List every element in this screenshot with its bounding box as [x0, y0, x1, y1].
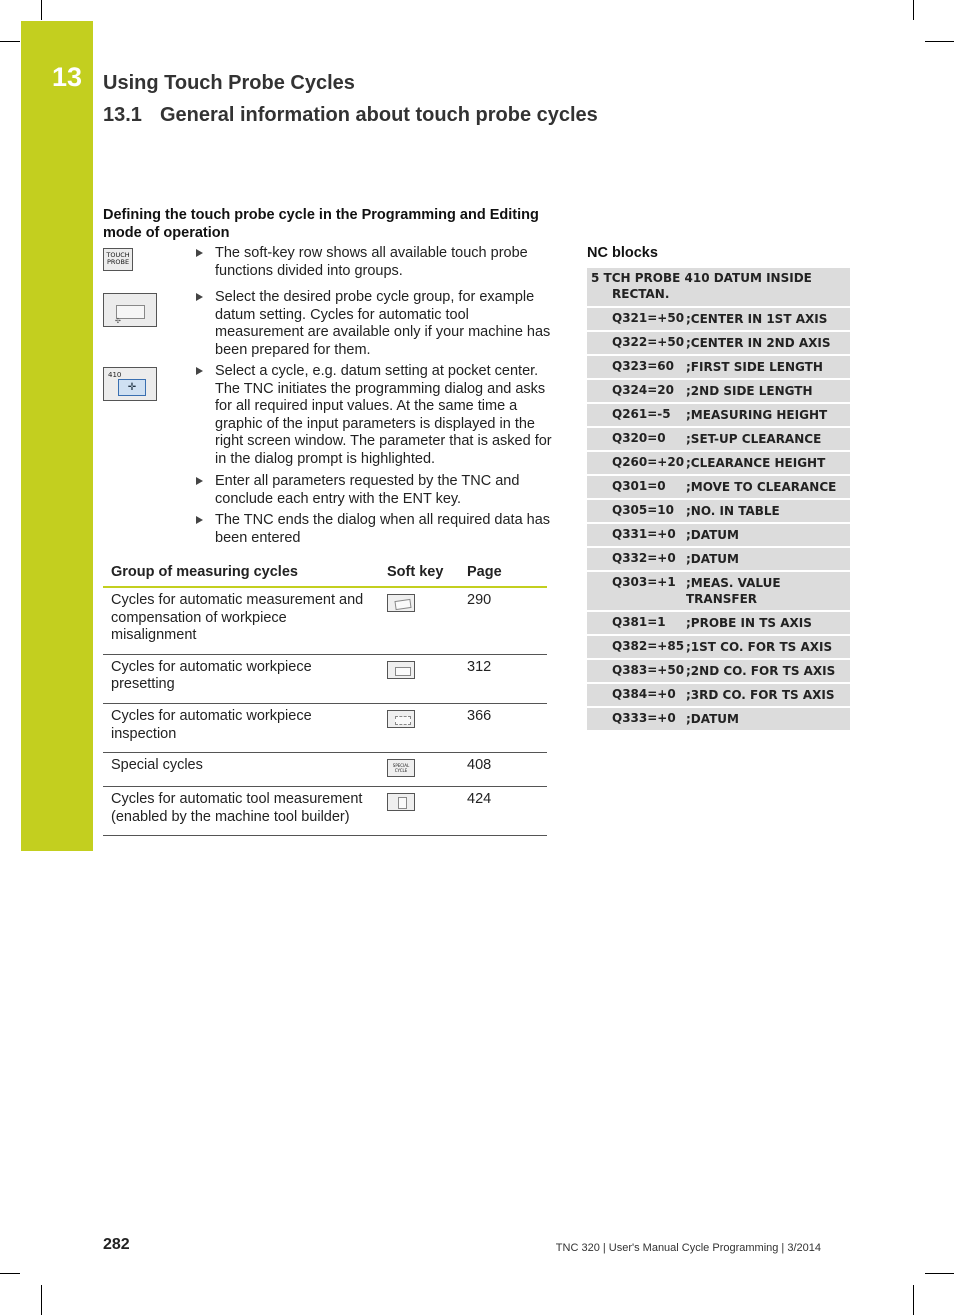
nc-parameter-code: Q322=+50 — [612, 335, 685, 349]
instruction-text: The soft-key row shows all available touch probe functions divided into groups. — [215, 245, 528, 279]
nc-parameter-code: Q303=+1 — [612, 575, 676, 589]
nc-parameter-comment: ;1ST CO. FOR TS AXIS — [686, 640, 833, 654]
nc-block-row — [587, 660, 850, 682]
nc-block-row — [587, 636, 850, 658]
nc-block-first-line — [587, 268, 850, 306]
table-row — [103, 654, 547, 703]
nc-parameter-code: Q321=+50 — [612, 311, 685, 325]
chapter-title: Using Touch Probe Cycles — [103, 72, 355, 94]
nc-line-text: 5 TCH PROBE 410 DATUM INSIDE — [591, 271, 812, 285]
cycle-410-softkey[interactable] — [103, 367, 157, 401]
group-name: Special cycles — [103, 753, 379, 787]
nc-line-text: RECTAN. — [612, 287, 670, 301]
column-header-page: Page — [459, 560, 547, 587]
subheading: Defining the touch probe cycle in the Programming and Editing mode of operation — [103, 207, 539, 241]
nc-block-row — [587, 452, 850, 474]
page-number: 282 — [103, 1236, 130, 1253]
page-ref: 290 — [459, 587, 547, 654]
probe-point-icon: ✣ — [115, 318, 121, 325]
nc-parameter-code: Q383=+50 — [612, 663, 685, 677]
instruction-bullet — [196, 289, 552, 359]
nc-parameter-comment: ;NO. IN TABLE — [686, 504, 780, 518]
nc-block-row — [587, 308, 850, 330]
chapter-number: 13 — [52, 62, 83, 92]
nc-parameter-comment: ;FIRST SIDE LENGTH — [686, 360, 823, 374]
touch-probe-softkey[interactable] — [103, 248, 133, 271]
crop-mark — [41, 1285, 42, 1315]
nc-block-row — [587, 708, 850, 730]
nc-parameter-comment: ;MEAS. VALUE TRANSFER — [686, 576, 781, 606]
table-row — [103, 703, 547, 752]
section-title-text: General information about touch probe cycles — [159, 104, 598, 126]
group-name: Cycles for automatic workpiece inspection — [103, 703, 379, 752]
nc-block-row — [587, 428, 850, 450]
crop-mark — [925, 1273, 954, 1274]
nc-parameter-comment: ;DATUM — [686, 528, 739, 542]
tool-measurement-softkey-icon[interactable] — [387, 793, 415, 811]
nc-block-row — [587, 476, 850, 498]
table-row — [103, 753, 547, 787]
nc-parameter-code: Q331=+0 — [612, 527, 676, 541]
nc-parameter-comment: ;CENTER IN 2ND AXIS — [686, 336, 831, 350]
inspection-softkey-icon[interactable] — [387, 710, 415, 728]
crop-mark — [925, 41, 954, 42]
instruction-bullet — [196, 512, 552, 547]
softkey-label: CYCLE — [394, 768, 408, 774]
nc-parameter-code: Q305=10 — [612, 503, 675, 517]
instruction-text: The TNC ends the dialog when all required data has been entered — [215, 512, 551, 546]
instruction-text: Select a cycle, e.g. datum setting at pocket center. The TNC initiates the programming dialog and asks for all required input values. At the same time a graphic of the input parameters is displayed in the right screen window. The parameter that is asked for in the dialog prompt is highlighted. — [215, 363, 552, 467]
softkey-label: PROBE — [106, 258, 130, 266]
instruction-bullet — [196, 363, 552, 469]
nc-parameter-comment: ;PROBE IN TS AXIS — [686, 616, 812, 630]
nc-parameter-comment: ;2ND SIDE LENGTH — [686, 384, 813, 398]
crop-mark — [0, 41, 20, 42]
instruction-text: Enter all parameters requested by the TNC and conclude each entry with the ENT key. — [215, 473, 520, 507]
bullet-arrow-icon — [196, 293, 203, 301]
nc-block-row — [587, 332, 850, 354]
misalignment-softkey-icon[interactable] — [387, 594, 415, 612]
nc-block-row — [587, 572, 850, 610]
pocket-center-icon: ✛ — [118, 379, 146, 396]
column-header-group: Group of measuring cycles — [103, 560, 379, 587]
table-row — [103, 787, 547, 836]
nc-parameter-comment: ;MOVE TO CLEARANCE — [686, 480, 837, 494]
nc-parameter-code: Q384=+0 — [612, 687, 676, 701]
datum-setting-group-softkey[interactable] — [103, 293, 157, 327]
measuring-cycle-groups-table — [103, 560, 547, 836]
nc-parameter-comment: ;2ND CO. FOR TS AXIS — [686, 664, 836, 678]
instruction-text: Select the desired probe cycle group, for example datum setting. Cycles for automatic tool measurement are available only if your machine has been prepared for them. — [215, 289, 551, 358]
nc-block-row — [587, 548, 850, 570]
nc-parameter-code: Q382=+85 — [612, 639, 685, 653]
section-number: 13.1 — [103, 104, 142, 126]
nc-parameter-code: Q260=+20 — [612, 455, 685, 469]
nc-parameter-code: Q324=20 — [612, 383, 675, 397]
nc-blocks-listing — [587, 268, 850, 732]
nc-parameter-code: Q261=-5 — [612, 407, 671, 421]
nc-parameter-code: Q381=1 — [612, 615, 666, 629]
group-name: Cycles for automatic measurement and compensation of workpiece misalignment — [103, 587, 379, 654]
nc-parameter-comment: ;CLEARANCE HEIGHT — [686, 456, 826, 470]
group-name: Cycles for automatic tool measurement (enabled by the machine tool builder) — [103, 787, 379, 836]
page-ref: 424 — [459, 787, 547, 836]
nc-parameter-comment: ;CENTER IN 1ST AXIS — [686, 312, 828, 326]
nc-block-row — [587, 356, 850, 378]
footer-text: TNC 320 | User's Manual Cycle Programming | 3/2014 — [555, 1242, 821, 1254]
nc-parameter-code: Q323=60 — [612, 359, 675, 373]
instruction-bullet — [196, 245, 552, 280]
softkey-label: 410 — [108, 371, 122, 379]
softkey-label: SPECIAL — [392, 763, 410, 769]
nc-parameter-code: Q333=+0 — [612, 711, 676, 725]
nc-block-row — [587, 612, 850, 634]
column-header-softkey: Soft key — [379, 560, 459, 587]
crop-mark — [913, 0, 914, 20]
group-name: Cycles for automatic workpiece presetting — [103, 654, 379, 703]
nc-blocks-heading: NC blocks — [587, 245, 658, 261]
presetting-softkey-icon[interactable] — [387, 661, 415, 679]
nc-parameter-comment: ;3RD CO. FOR TS AXIS — [686, 688, 835, 702]
instruction-bullet — [196, 473, 552, 508]
nc-parameter-comment: ;MEASURING HEIGHT — [686, 408, 828, 422]
page-ref: 312 — [459, 654, 547, 703]
nc-parameter-code: Q320=0 — [612, 431, 666, 445]
nc-block-row — [587, 684, 850, 706]
softkey-label: TOUCH — [106, 251, 130, 259]
special-cycle-softkey-icon[interactable] — [387, 759, 415, 777]
crop-mark — [913, 1285, 914, 1315]
chapter-sidebar — [21, 21, 93, 851]
nc-parameter-comment: ;SET-UP CLEARANCE — [686, 432, 822, 446]
bullet-arrow-icon — [196, 367, 203, 375]
nc-parameter-code: Q332=+0 — [612, 551, 676, 565]
nc-block-row — [587, 404, 850, 426]
table-row — [103, 587, 547, 654]
nc-block-row — [587, 500, 850, 522]
page-ref: 366 — [459, 703, 547, 752]
bullet-arrow-icon — [196, 249, 203, 257]
bullet-arrow-icon — [196, 516, 203, 524]
nc-parameter-code: Q301=0 — [612, 479, 666, 493]
page-ref: 408 — [459, 753, 547, 787]
nc-parameter-comment: ;DATUM — [686, 712, 739, 726]
nc-block-row — [587, 380, 850, 402]
nc-parameter-comment: ;DATUM — [686, 552, 739, 566]
nc-block-row — [587, 524, 850, 546]
table-header-row — [103, 560, 547, 587]
crop-mark — [41, 0, 42, 20]
crop-mark — [0, 1273, 20, 1274]
section-title — [103, 104, 598, 127]
bullet-arrow-icon — [196, 477, 203, 485]
